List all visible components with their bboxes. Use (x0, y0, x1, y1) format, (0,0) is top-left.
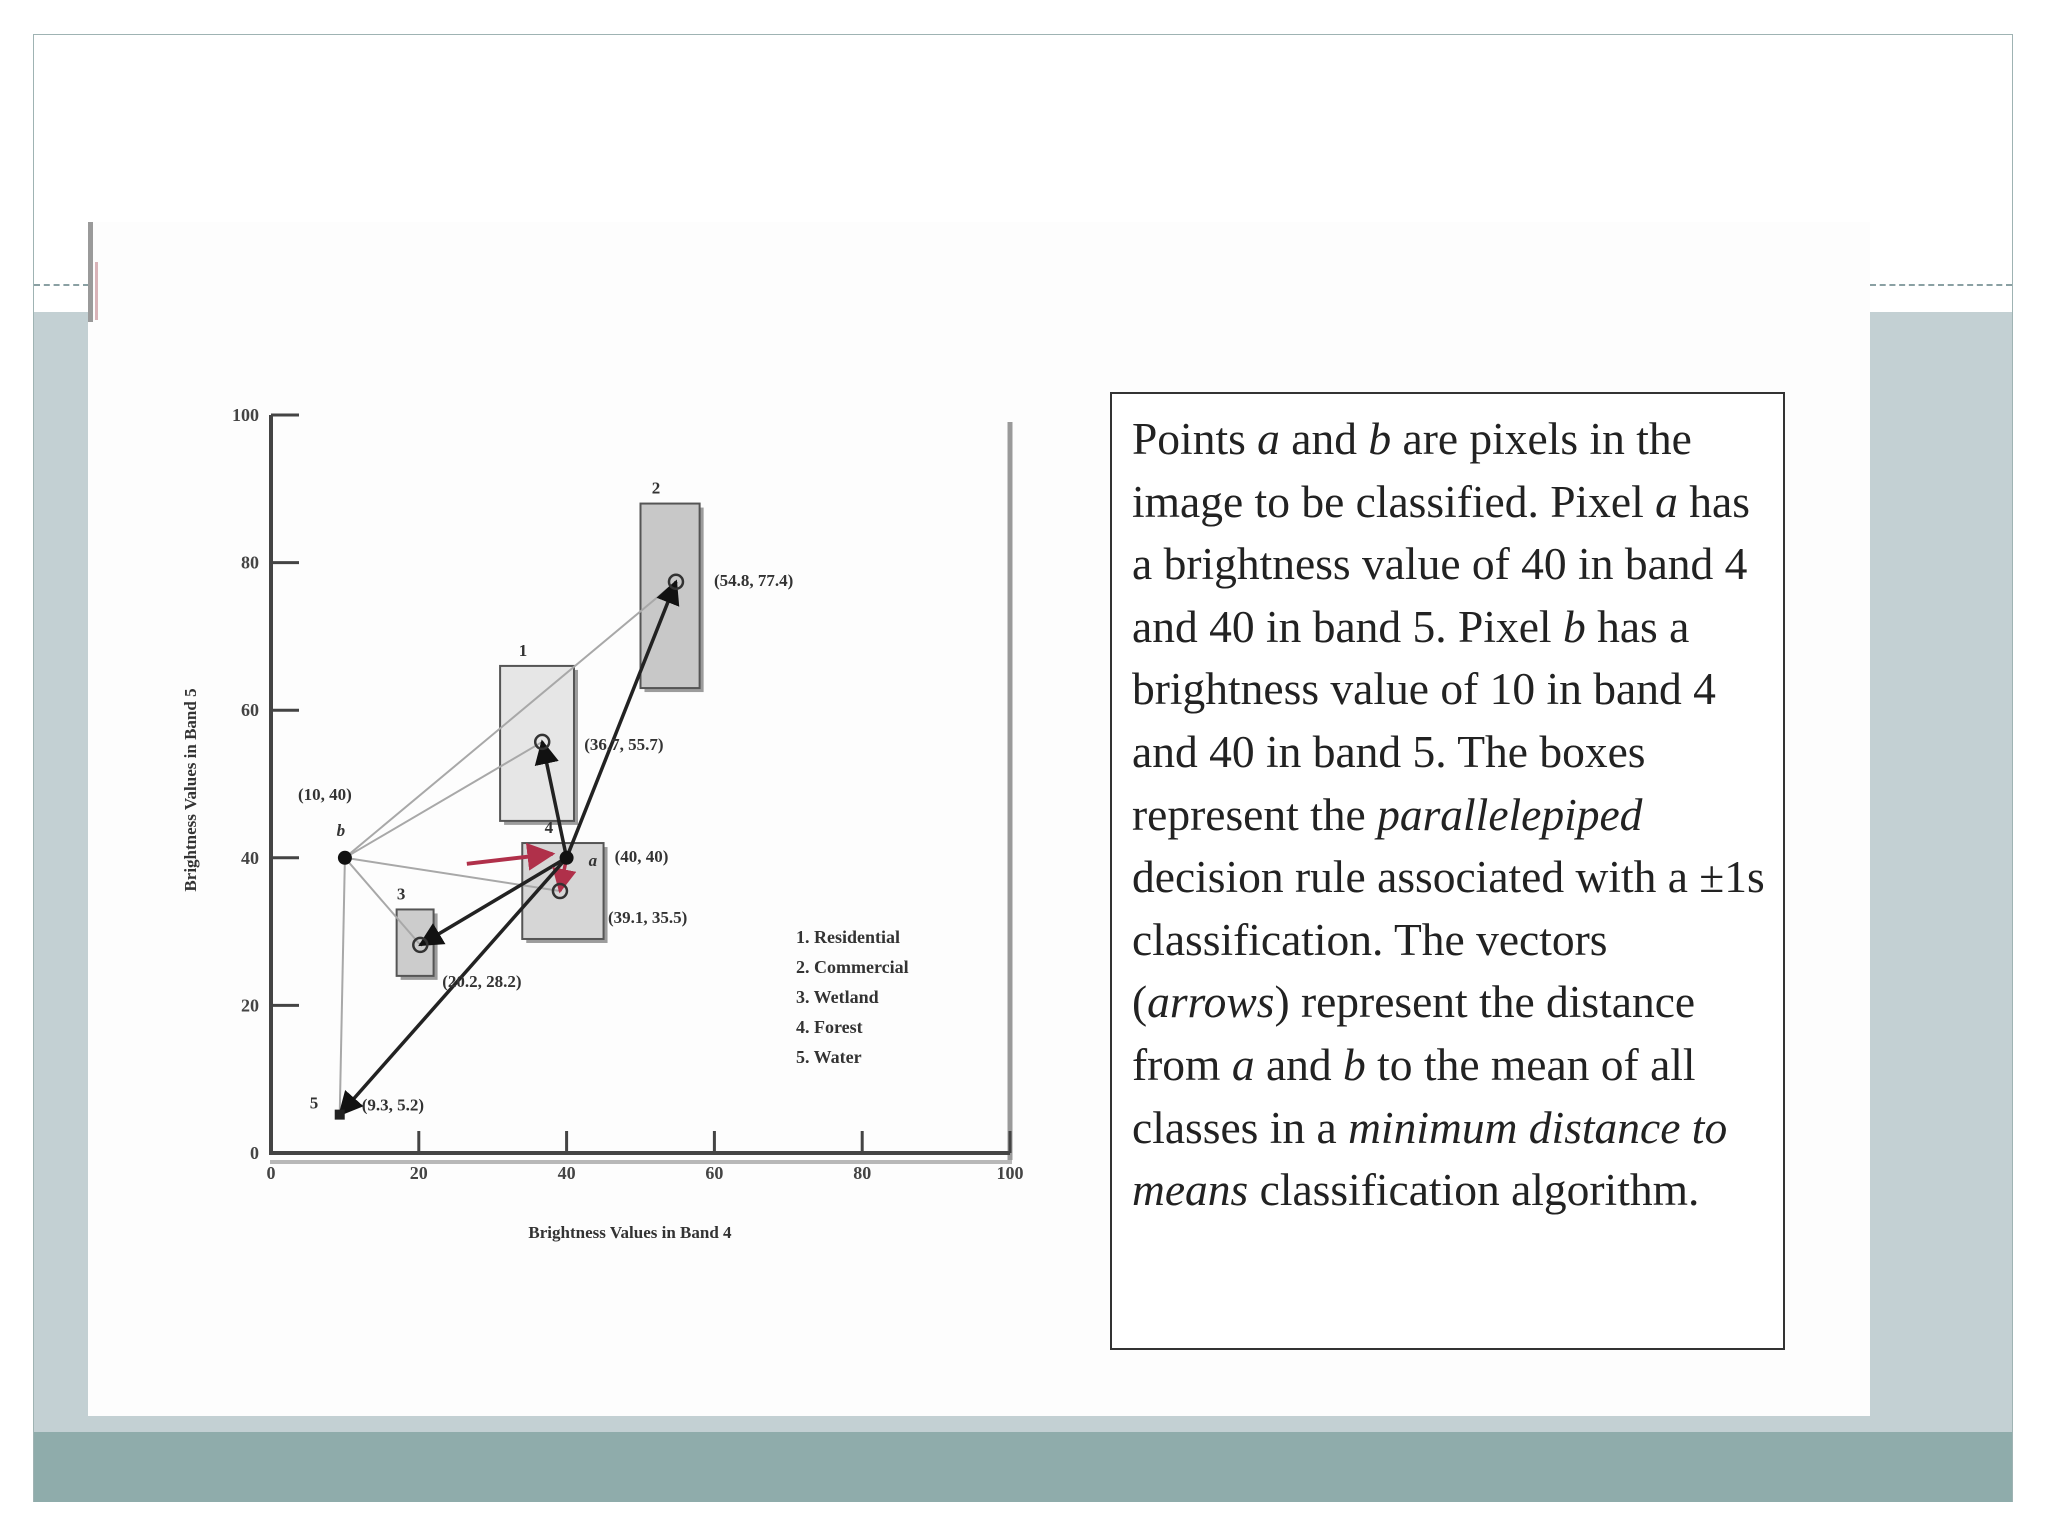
class-mean-label-2: (54.8, 77.4) (713, 570, 794, 590)
caption-italic-segment: a (1257, 413, 1280, 464)
legend-entry: 5. Water (796, 1047, 862, 1067)
caption-box (1110, 392, 1785, 1350)
y-tick-label: 80 (241, 552, 259, 573)
y-tick-label: 20 (241, 995, 259, 1016)
y-tick-label: 0 (250, 1143, 259, 1163)
y-tick-label: 100 (232, 405, 259, 425)
distance-line-b-to-5 (340, 858, 345, 1115)
pixel-name-a: a (588, 850, 598, 870)
caption-segment: classification algorithm. (1248, 1164, 1700, 1216)
x-tick-label: 40 (557, 1163, 576, 1183)
y-tick-label: 60 (241, 700, 259, 721)
caption-text (1132, 408, 1765, 1222)
class-mean-marker-5 (335, 1110, 345, 1120)
caption-italic-segment: a (1231, 1038, 1255, 1090)
class-box-label-1: 1 (518, 640, 528, 660)
class-mean-label-3: (20.2, 28.2) (442, 971, 522, 991)
caption-segment: to the mean of all classes in a (1132, 1038, 1696, 1153)
class-box-label-3: 3 (396, 884, 406, 904)
distance-arrow-a-to-2 (567, 582, 676, 858)
legend-entry: 3. Wetland (796, 987, 879, 1007)
x-axis-title: Brightness Values in Band 4 (528, 1223, 732, 1242)
caption-italic-segment: b (1368, 413, 1392, 464)
caption-segment: Points (1132, 413, 1258, 464)
x-tick-label: 80 (853, 1163, 872, 1183)
pixel-coord-label-a: (40, 40) (614, 846, 669, 866)
x-tick-label: 60 (705, 1163, 724, 1183)
x-tick-label: 20 (409, 1163, 428, 1183)
class-box-label-4: 4 (544, 818, 554, 838)
caption-segment: has a brightness value of 40 in band 4 and 40 in band 5. Pixel (1132, 475, 1750, 652)
class-box-label-2: 2 (651, 478, 661, 498)
class-label-5: 5 (309, 1093, 319, 1113)
class-box-1 (500, 666, 574, 821)
pixel-point-a (560, 851, 574, 865)
class-mean-label-4: (39.1, 35.5) (607, 908, 688, 928)
caption-segment: are pixels in the image to be classified. Pixel (1132, 413, 1692, 527)
pixel-coord-label-b: (10, 40) (297, 784, 352, 804)
caption-segment: decision rule associated with a ±1s classification. The vectors ( (1132, 851, 1765, 1028)
x-tick-label: 0 (266, 1163, 276, 1183)
y-tick-label: 40 (241, 847, 259, 868)
caption-segment: has a brightness value of 10 in band 4 and 40 in band 5. The boxes represent the (1132, 600, 1716, 840)
caption-italic-segment: parallelepiped (1377, 788, 1643, 840)
legend-entry: 2. Commercial (796, 957, 909, 977)
x-tick-label: 100 (996, 1163, 1024, 1183)
caption-italic-segment: b (1562, 600, 1586, 652)
caption-italic-segment: arrows (1147, 976, 1275, 1028)
caption-italic-segment: b (1343, 1038, 1366, 1090)
legend-entry: 4. Forest (796, 1017, 863, 1037)
distance-line-b-to-3 (345, 858, 420, 945)
legend-entry: 1. Residential (796, 927, 901, 947)
caption-italic-segment: minimum distance to means (1132, 1101, 1728, 1216)
caption-segment: ) represent the distance from (1132, 976, 1696, 1090)
y-axis-title: Brightness Values in Band 5 (181, 688, 200, 892)
pixel-point-b (338, 851, 352, 865)
caption-segment: and (1254, 1038, 1344, 1090)
class-mean-label-5: (9.3, 5.2) (361, 1095, 425, 1115)
caption-segment: and (1279, 413, 1369, 464)
caption-italic-segment: a (1655, 475, 1678, 527)
pixel-name-b: b (336, 820, 346, 840)
class-mean-label-1: (36.7, 55.7) (584, 734, 664, 754)
